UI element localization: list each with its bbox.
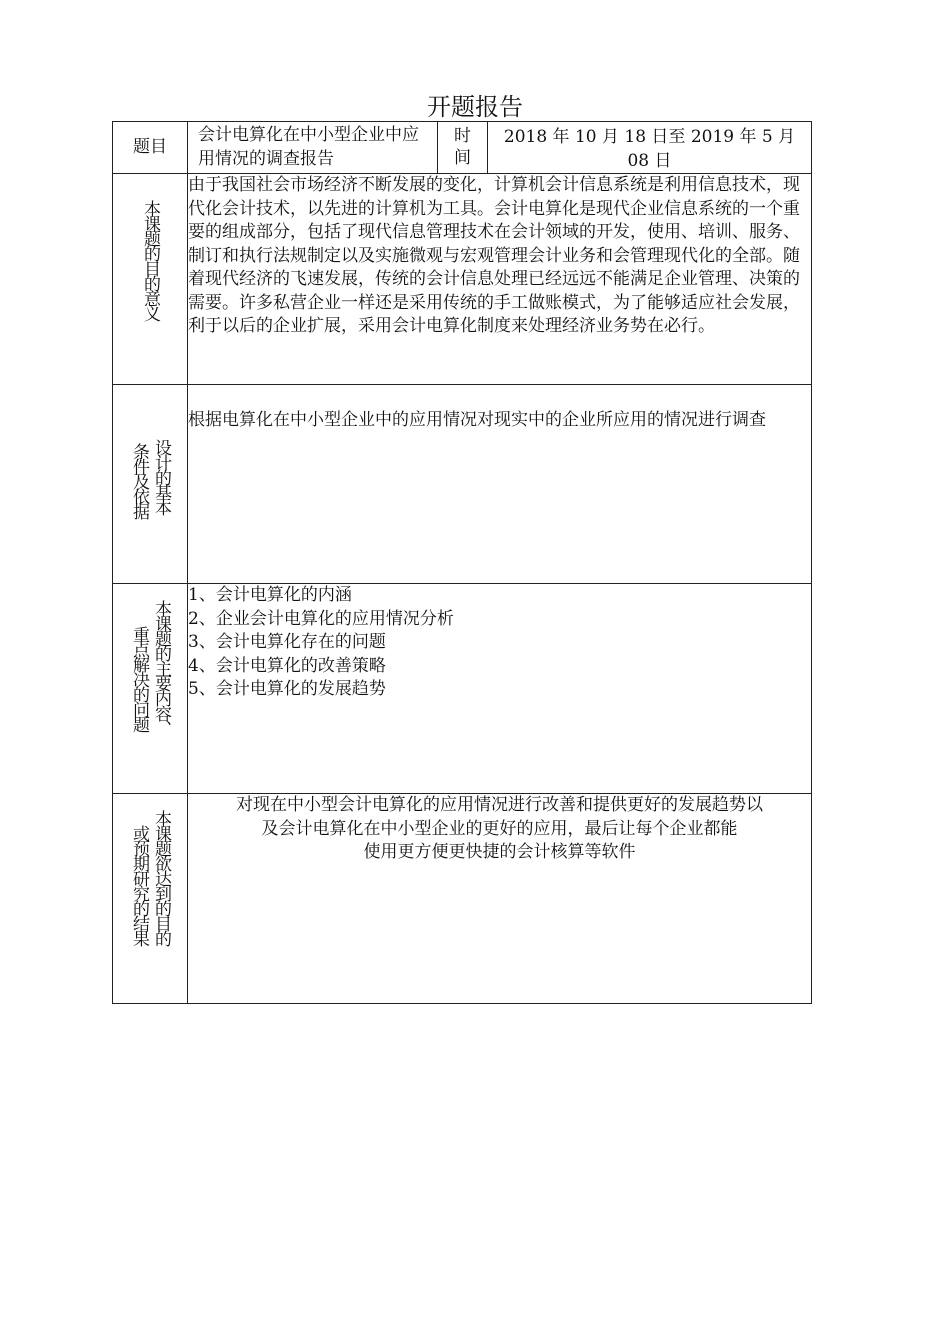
purpose-label-cell bbox=[113, 174, 188, 385]
purpose-label: 本课题的目的意义 bbox=[140, 200, 160, 320]
header-row bbox=[113, 122, 812, 174]
key-problems-label-col2: 重点解决的问题 bbox=[129, 626, 149, 731]
key-problems-row bbox=[113, 584, 812, 794]
list-item: 2、企业会计电算化的应用情况分析 bbox=[188, 608, 454, 629]
expected-results-label-col1: 本课题欲达到的目的 bbox=[151, 810, 171, 945]
time-label-1: 时 bbox=[454, 126, 471, 146]
list-item: 4、会计电算化的改善策略 bbox=[188, 655, 386, 676]
conditions-content-cell bbox=[188, 385, 812, 584]
expected-results-label-cell bbox=[113, 794, 188, 1004]
purpose-content-cell bbox=[188, 174, 812, 385]
list-item: 5、会计电算化的发展趋势 bbox=[188, 679, 386, 699]
time-label-cell bbox=[438, 122, 488, 174]
proposal-table bbox=[112, 121, 812, 1004]
expected-results-line1: 对现在中小型会计电算化的应用情况进行改善和提供更好的发展趋势以 bbox=[236, 795, 763, 815]
topic-value-cell bbox=[188, 122, 438, 174]
topic-label: 题目 bbox=[133, 136, 167, 157]
purpose-text: 由于我国社会市场经济不断发展的变化，计算机会计信息系统是利用信息技术，现代化会计技术，以先进的计算机为工具。会计电算化是现代企业信息系统的一个重要的组成部分，包括了现代信息管理技术在会计领域的开发，使用、培训、服务、制订和执行法规制定以及实施微观与宏观管理会计业务和会管理现代化的全部。随着现代经济的飞速发展，传统的会计信息处理已经远远不能满足企业管理、决策的需要。许多私营企业一样还是采用传统的手工做账模式，为了能够适应社会发展，利于以后的企业扩展，采用会计电算化制度来处理经济业务势在必行。 bbox=[188, 175, 800, 336]
date-range-line2: 08 日 bbox=[627, 151, 672, 171]
expected-results-line2: 及会计电算化在中小型企业的更好的应用，最后让每个企业都能 bbox=[261, 818, 738, 839]
time-label-2: 间 bbox=[454, 148, 471, 168]
conditions-label-col2: 条件及依据 bbox=[129, 443, 149, 518]
expected-results-line3: 使用更方便更快捷的会计核算等软件 bbox=[363, 842, 636, 862]
conditions-text: 根据电算化在中小型企业中的应用情况对现实中的企业所应用的情况进行调查 bbox=[188, 410, 766, 430]
conditions-label-cell bbox=[113, 385, 188, 584]
date-range-line1: 2018 年 10 月 18 日至 2019 年 5 月 bbox=[503, 127, 796, 147]
list-item: 3、会计电算化存在的问题 bbox=[188, 632, 386, 652]
list-item: 1、会计电算化的内涵 bbox=[188, 585, 352, 605]
expected-results-row bbox=[113, 794, 812, 1004]
expected-results-content-cell bbox=[188, 794, 812, 1004]
topic-value: 会计电算化在中小型企业中应用情况的调查报告 bbox=[198, 125, 419, 169]
date-range-cell bbox=[488, 122, 812, 174]
page-title: 开题报告 bbox=[427, 93, 523, 121]
key-problems-label-col1: 本课题的主要内容、 bbox=[151, 600, 171, 735]
topic-label-cell bbox=[113, 122, 188, 174]
expected-results-label-col2: 或预期研究的结果 bbox=[129, 824, 149, 945]
conditions-label-col1: 设计的基本 bbox=[151, 439, 171, 514]
key-problems-content-cell bbox=[188, 584, 812, 794]
conditions-row bbox=[113, 385, 812, 584]
purpose-row bbox=[113, 174, 812, 385]
key-problems-label-cell bbox=[113, 584, 188, 794]
